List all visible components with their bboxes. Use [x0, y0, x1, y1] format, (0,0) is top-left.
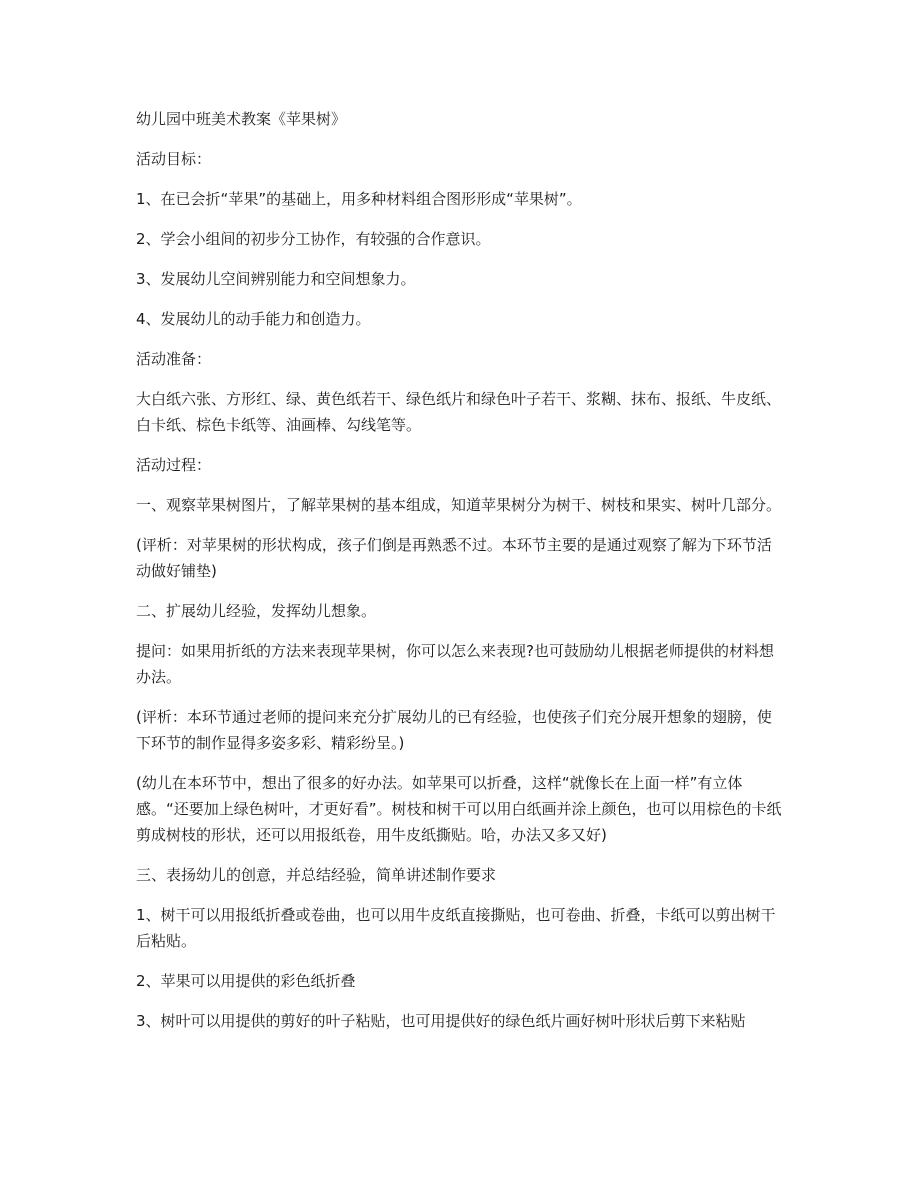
process-step-2: 二、扩展幼儿经验，发挥幼儿想象。	[136, 602, 377, 620]
goal-item-1: 1、在已会折“苹果”的基础上，用多种材料组合图形形成“苹果树”。	[136, 190, 582, 208]
document-title: 幼儿园中班美术教案《苹果树》	[136, 110, 347, 128]
requirement-item-3: 3、树叶可以用提供的剪好的叶子粘贴，也可用提供好的绿色纸片画好树叶形状后剪下来粘贴	[136, 1012, 746, 1030]
goal-item-2: 2、学会小组间的初步分工协作，有较强的合作意识。	[136, 230, 491, 248]
preparation-materials: 大白纸六张、方形红、绿、黄色纸若干、绿色纸片和绿色叶子若干、浆糊、抹布、报纸、牛皮纸、白卡纸、棕色卡纸等、油画棒、勾线笔等。	[136, 390, 782, 434]
process-comment-2: (评析：本环节通过老师的提问来充分扩展幼儿的已有经验，也使孩子们充分展开想象的翅膀，使下环节的制作显得多姿多彩、精彩纷呈。)	[136, 708, 772, 752]
section-heading-process: 活动过程：	[136, 456, 212, 474]
section-heading-goals: 活动目标：	[136, 150, 212, 168]
process-question: 提问：如果用折纸的方法来表现苹果树，你可以怎么来表现?也可鼓励幼儿根据老师提供的材料想办法。	[136, 642, 774, 686]
process-step-3: 三、表扬幼儿的创意，并总结经验，简单讲述制作要求	[136, 866, 497, 884]
process-step-1: 一、观察苹果树图片，了解苹果树的基本组成，知道苹果树分为树干、树枝和果实、树叶几部分。	[136, 496, 782, 514]
requirement-item-1: 1、树干可以用报纸折叠或卷曲，也可以用牛皮纸直接撕贴，也可卷曲、折叠，卡纸可以剪出树干后粘贴。	[136, 906, 776, 950]
process-comment-1: (评析：对苹果树的形状构成，孩子们倒是再熟悉不过。本环节主要的是通过观察了解为下环节活动做好铺垫)	[136, 536, 772, 580]
requirement-item-2: 2、苹果可以用提供的彩色纸折叠	[136, 972, 356, 990]
document-body	[136, 106, 786, 1048]
goal-item-3: 3、发展幼儿空间辨别能力和空间想象力。	[136, 270, 416, 288]
process-children-ideas: (幼儿在本环节中，想出了很多的好办法。如苹果可以折叠，这样“就像长在上面一样”有立体感。“还要加上绿色树叶，才更好看”。树枝和树干可以用白纸画并涂上颜色，也可以用棕色的卡纸剪成树枝的形状，还可以用报纸卷，用牛皮纸撕贴。哈，办法又多又好)	[136, 774, 782, 844]
goal-item-4: 4、发展幼儿的动手能力和创造力。	[136, 310, 371, 328]
section-heading-preparation: 活动准备：	[136, 350, 212, 368]
